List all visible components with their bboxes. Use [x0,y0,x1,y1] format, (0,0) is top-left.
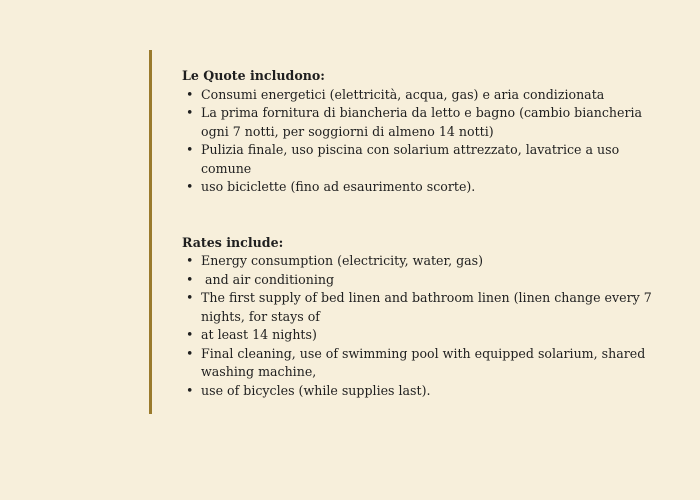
list-item: • Energy consumption (electricity, water, gas) [182,252,660,271]
list-item: • use of bicycles (while supplies last). [182,382,660,401]
list-item: • Final cleaning, use of swimming pool with equipped solarium, shared washing machine, [182,345,660,382]
list-item: • La prima fornitura di biancheria da letto e bagno (cambio biancheria ogni 7 notti, per soggiorni di almeno 14 notti) [182,104,660,141]
document-body [182,67,660,400]
list-item: • uso biciclette (fino ad esaurimento scorte). [182,178,660,197]
list-item: • Pulizia finale, uso piscina con solarium attrezzato, lavatrice a uso comune [182,141,660,178]
english-inclusions-list [182,252,660,400]
list-item: • The first supply of bed linen and bathroom linen (linen change every 7 nights, for stays of [182,289,660,326]
italian-section-title: Le Quote includono: [182,68,325,83]
accent-divider-bar [149,50,152,414]
section-spacer [182,197,660,234]
list-item: • Consumi energetici (elettricità, acqua, gas) e aria condizionata [182,86,660,105]
list-item: • and air conditioning [182,271,660,290]
english-section-title: Rates include: [182,234,284,250]
italian-inclusions-list [182,86,660,197]
list-item: • at least 14 nights) [182,326,660,345]
